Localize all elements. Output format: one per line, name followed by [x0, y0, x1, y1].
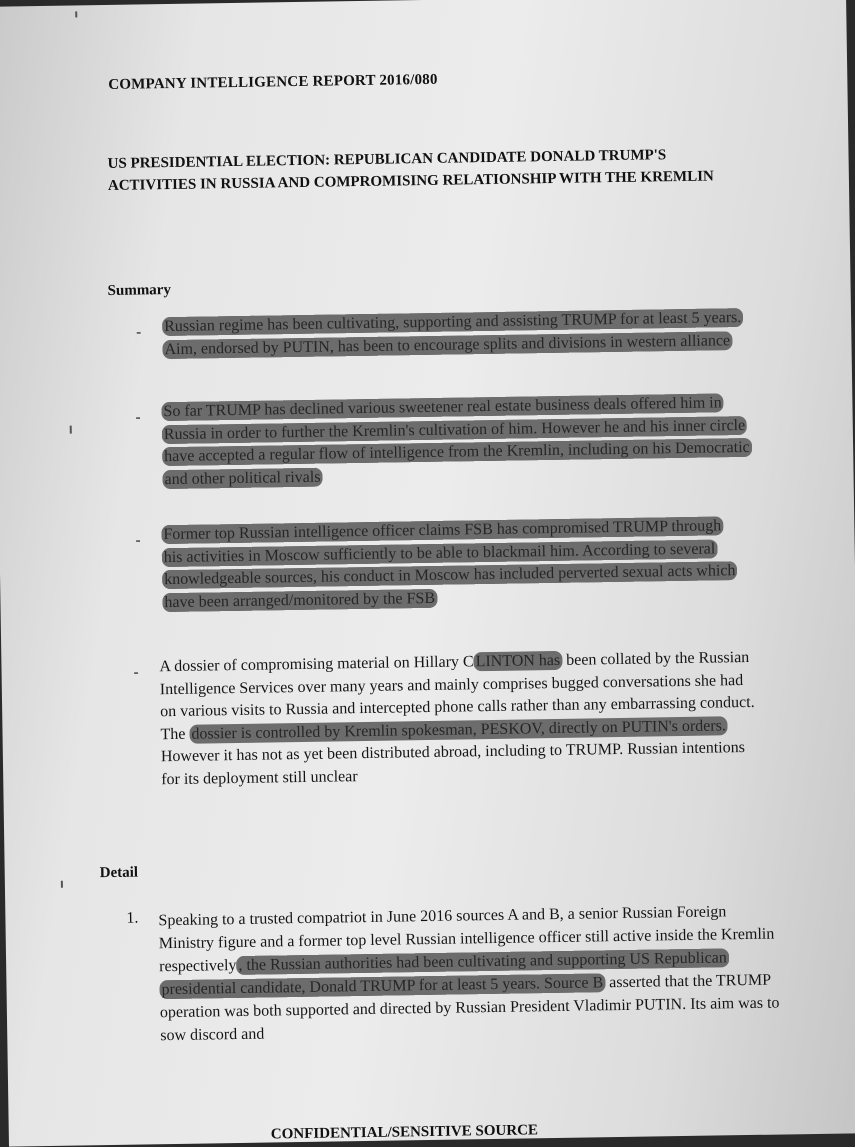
text-run: asserted that the TRUMP operation was both supported and directed by Russian President Vladimir PUTIN. Its aim was to sow discord and — [159, 971, 780, 1045]
detail-heading: Detail — [99, 864, 139, 882]
bullet-marker: - — [136, 324, 142, 341]
report-title: US PRESIDENTIAL ELECTION: REPUBLICAN CANDIDATE DONALD TRUMP'S ACTIVITIES IN RUSSIA AND COMPROMISING RELATIONSHIP WITH THE KREMLIN — [107, 147, 714, 194]
highlighted-text: Former top Russian intelligence officer claims FSB has compromised TRUMP through his activities in Moscow sufficiently to be able to blackmail him. According to several knowledgeable sources, his conduct in Moscow has included perverted sexual acts which have been arranged/monitored by the FSB — [161, 516, 737, 611]
detail-item — [158, 900, 780, 1048]
detail-item-number: 1. — [126, 909, 139, 927]
paper-speck — [70, 426, 72, 434]
bullet-marker: - — [135, 532, 141, 549]
paper-speck — [61, 881, 63, 888]
text-run: Speaking to a trusted compatriot in June 2016 sources A and B, a senior Russian Foreign Ministry figure and a former top level Russian intelligence officer still active inside the Kremlin respectively — [158, 903, 775, 976]
highlighted-text: , the Russian authorities had been cultivating and supporting US Republican presidential candidate, Donald TRUMP for at least 5 years. Source B — [159, 948, 729, 999]
highlighted-text: dossier is controlled by Kremlin spokesman, PESKOV, directly on PUTIN's orders. — [189, 716, 728, 743]
highlighted-text: LINTON has — [473, 651, 562, 671]
footer-classification: CONFIDENTIAL/SENSITIVE SOURCE — [270, 1122, 539, 1143]
bullet-marker: - — [133, 664, 139, 681]
highlighted-text: So far TRUMP has declined various sweetener real estate business deals offered him in Russia in order to further the Kremlin's cultivation of him. However he and his inner circle have accepted a regular flow of intelligence from the Kremlin, including on his Democratic and other political rivals — [161, 393, 751, 488]
summary-heading: Summary — [107, 281, 172, 299]
highlighted-text: Russian regime has been cultivating, supporting and assisting TRUMP for at least 5 years. Aim, endorsed by PUTIN, has been to encourage splits and divisions in western alliance — [162, 308, 743, 359]
paper-speck — [75, 11, 77, 17]
bullet-marker: - — [135, 409, 141, 426]
summary-item — [159, 647, 759, 791]
summary-item — [161, 392, 754, 491]
summary-item — [162, 307, 753, 361]
text-run: A dossier of compromising material on Hillary C — [159, 653, 474, 676]
text-run: However it has not as yet been distributed abroad, including to TRUMP. Russian intentions for its deployment still unclear — [160, 739, 746, 788]
summary-item — [161, 515, 744, 614]
report-id: COMPANY INTELLIGENCE REPORT 2016/080 — [108, 71, 438, 93]
text-run: been collated by the Russian Intelligence Services over many years and mainly comprises bugged conversations she had on various visits to Russia and intercepted phone calls rather than any embarrassing conduct. The — [159, 648, 755, 743]
